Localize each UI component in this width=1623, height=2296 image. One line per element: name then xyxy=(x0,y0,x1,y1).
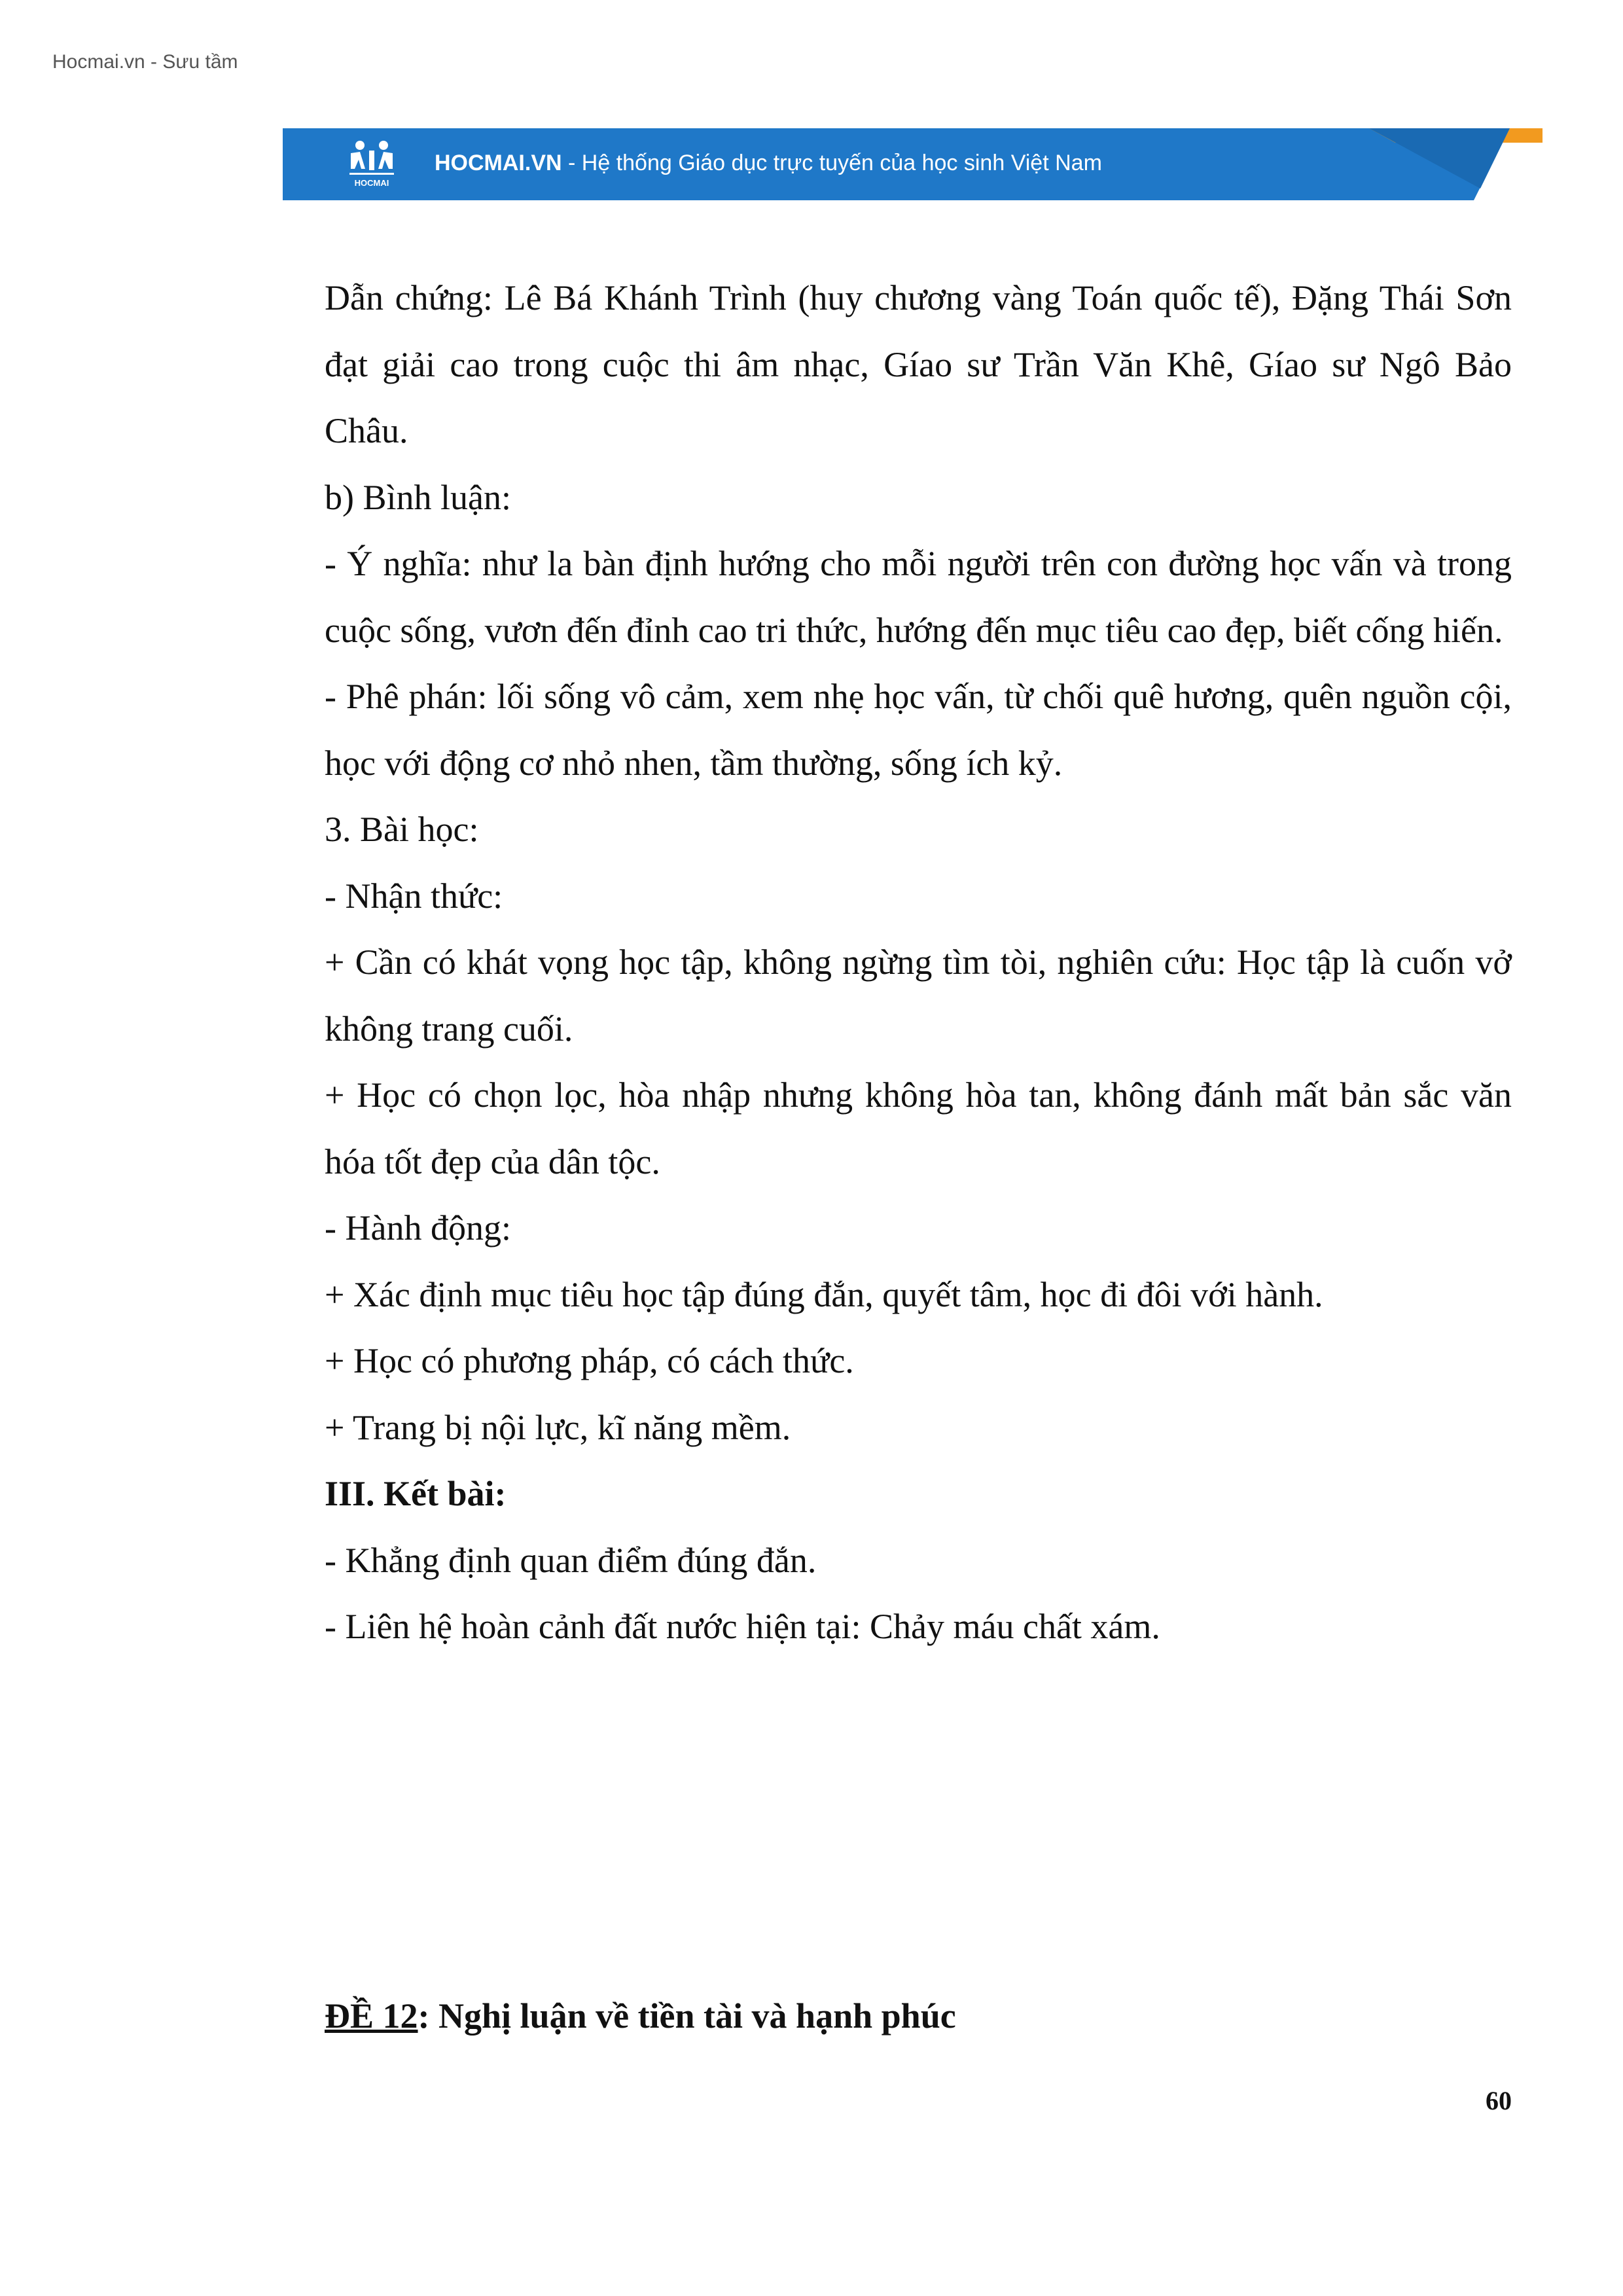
paragraph-lesson-heading: 3. Bài học: xyxy=(325,810,479,849)
conclusion-item: - Liên hệ hoàn cảnh đất nước hiện tại: Chảy máu chất xám. xyxy=(325,1607,1160,1646)
conclusion-heading: III. Kết bài: xyxy=(325,1474,507,1513)
paragraph-method: + Học có phương pháp, có cách thức. xyxy=(325,1341,854,1380)
paragraph-goals: + Xác định mục tiêu học tập đúng đắn, quyết tâm, học đi đôi với hành. xyxy=(325,1274,1323,1314)
page-number: 60 xyxy=(1486,2086,1512,2115)
document-body xyxy=(325,265,1512,1660)
paragraph-criticism: - Phê phán: lối sống vô cảm, xem nhẹ học vấn, từ chối quê hương, quên nguồn cội, học với động cơ nhỏ nhen, tầm thường, sống ích kỷ. xyxy=(325,677,1512,783)
paragraph-evidence: Dẫn chứng: Lê Bá Khánh Trình (huy chương vàng Toán quốc tế), Đặng Thái Sơn đạt giải cao trong cuộc thi âm nhạc, Gíao sư Trần Văn Khê, Gíao sư Ngô Bảo Châu. xyxy=(325,278,1512,450)
paragraph-meaning: - Ý nghĩa: như la bàn định hướng cho mỗi người trên con đường học vấn và trong cuộc sống, vươn đến đỉnh cao tri thức, hướng đến mục tiêu cao đẹp, biết cống hiến. xyxy=(325,544,1512,650)
topic-title: : Nghị luận về tiền tài và hạnh phúc xyxy=(418,1996,956,2036)
header-banner xyxy=(283,128,1543,200)
paragraph-selective-learning: + Học có chọn lọc, hòa nhập nhưng không hòa tan, không đánh mất bản sắc văn hóa tốt đẹp của dân tộc. xyxy=(325,1075,1512,1181)
next-topic-heading xyxy=(325,1983,1512,2050)
banner-tagline: - Hệ thống Giáo dục trực tuyến của học sinh Việt Nam xyxy=(562,151,1102,175)
conclusion-item: - Khẳng định quan điểm đúng đắn. xyxy=(325,1540,817,1580)
hocmai-logo xyxy=(346,139,398,190)
paragraph-soft-skills: + Trang bị nội lực, kĩ năng mềm. xyxy=(325,1407,791,1447)
watermark: Hocmai.vn - Sưu tầm xyxy=(52,51,238,73)
paragraph-aspiration: + Cần có khát vọng học tập, không ngừng tìm tòi, nghiên cứu: Học tập là cuốn vở không trang cuối. xyxy=(325,942,1512,1049)
banner-title xyxy=(435,151,1102,176)
topic-label: ĐỀ 12 xyxy=(325,1996,418,2036)
paragraph-action: - Hành động: xyxy=(325,1208,511,1247)
logo-caption: HOCMAI xyxy=(354,178,389,188)
brand-name: HOCMAI.VN xyxy=(435,151,562,175)
paragraph-commentary-heading: b) Bình luận: xyxy=(325,477,511,517)
paragraph-awareness: - Nhận thức: xyxy=(325,876,503,916)
